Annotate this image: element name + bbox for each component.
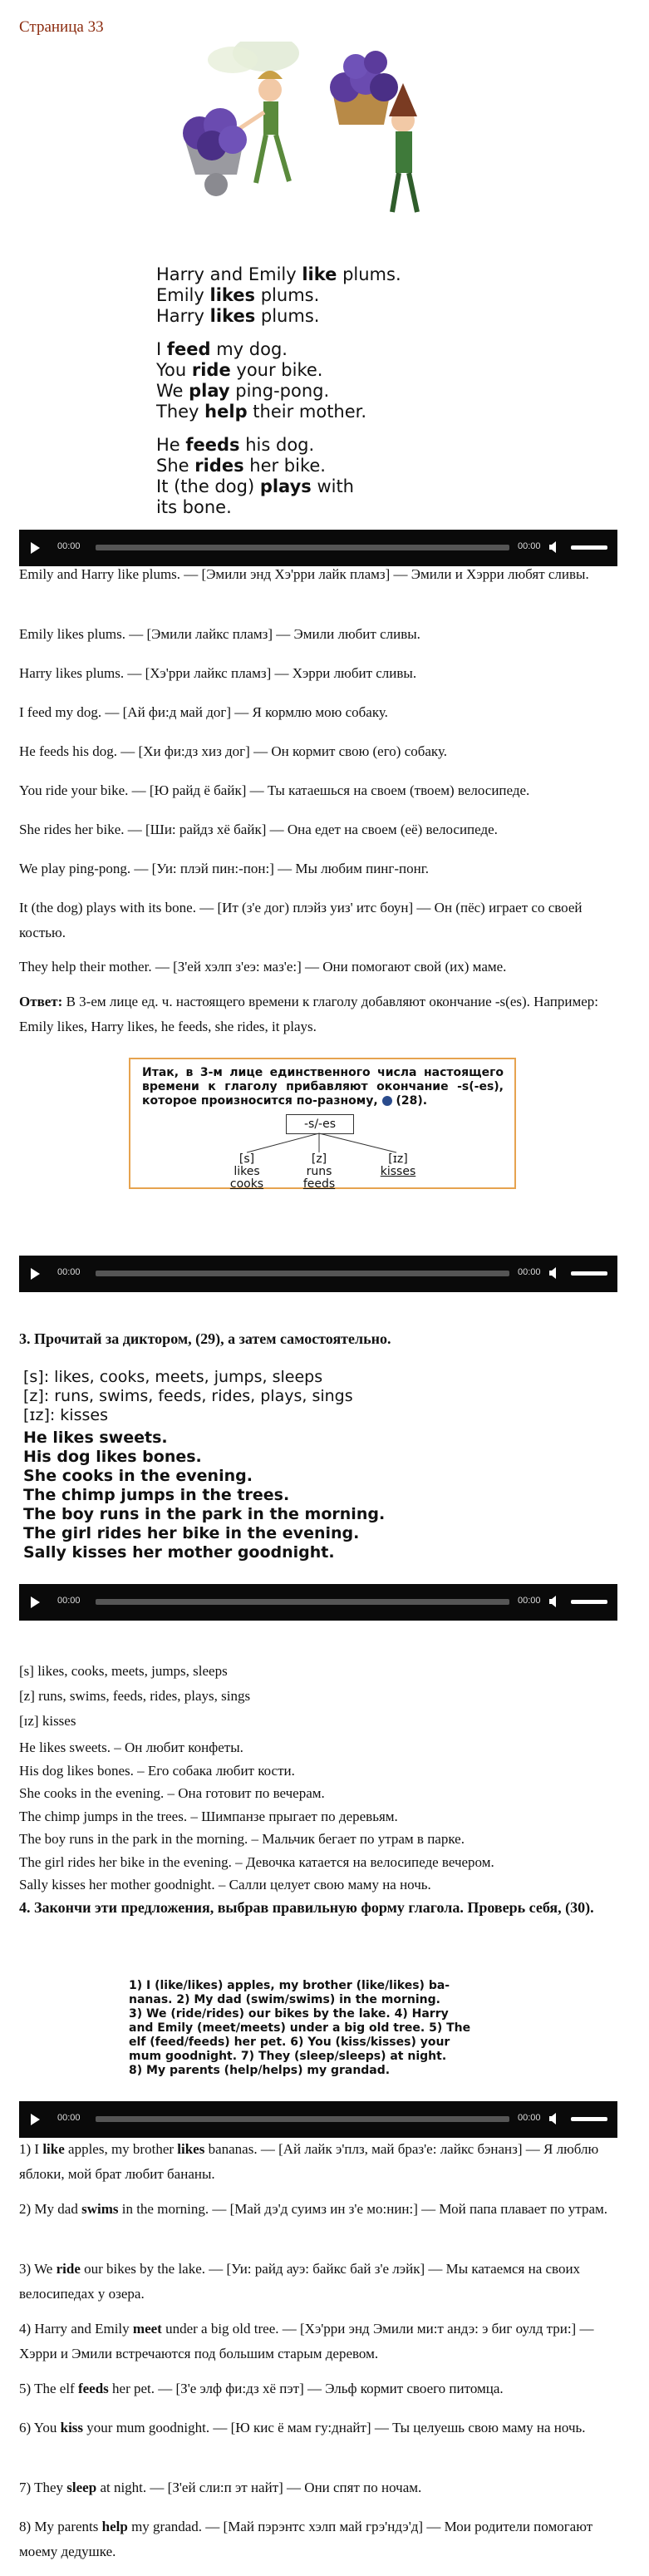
answer-text: В 3-ем лице ед. ч. настоящего времени к глаголу добавляют окончание -s(es). Например: Emily likes, Harry likes, he feeds, she rides, it plays.: [19, 994, 598, 1034]
book-line: nanas. 2) My dad (swim/swims) in the morning.: [129, 1993, 440, 2006]
sentence: The boy runs in the park in the morning.: [23, 1505, 386, 1523]
translation-9: It (the dog) plays with its bone. — [Ит (з'е дог) плэйз уиз' итс боун] — Он (пёс) играет со своей костью.: [19, 900, 583, 940]
answer-6: 6) You kiss your mum goodnight. — [Ю кис ё мам гу:днайт] — Ты целуешь свою маму на ночь.: [19, 2420, 586, 2435]
translation-line: Sally kisses her mother goodnight. – Салли целует свою маму на ночь.: [19, 1877, 431, 1893]
progress-bar[interactable]: [96, 545, 509, 550]
volume-slider[interactable]: [571, 545, 607, 550]
sentence: The girl rides her bike in the evening.: [23, 1524, 360, 1542]
book-line: and Emily (meet/meets) under a big old tree. 5) The: [129, 2021, 471, 2035]
volume-icon[interactable]: [549, 540, 558, 554]
book-line: 8) My parents (help/helps) my grandad.: [129, 2064, 391, 2077]
illustration-text: [156, 264, 472, 518]
sound-line: [s]: likes, cooks, meets, jumps, sleeps: [23, 1368, 323, 1386]
translation-line: The girl rides her bike in the evening. – Девочка катается на велосипеде вечером.: [19, 1853, 494, 1870]
branch-z: [z] runs feeds: [302, 1152, 336, 1191]
volume-slider[interactable]: [571, 1271, 607, 1276]
sentence: She cooks in the evening.: [23, 1467, 253, 1485]
audio-player[interactable]: [19, 1584, 617, 1621]
answer-3: 3) We ride our bikes by the lake. — [Уи: райд ауэ: байкс бай з'е лэйк] — Мы катаемся на своих велосипедах у озера.: [19, 2261, 581, 2302]
translation-line: The boy runs in the park in the morning. – Мальчик бегает по утрам в парке.: [19, 1831, 465, 1847]
rule-root: -s/-es: [286, 1114, 354, 1134]
progress-bar[interactable]: [96, 2116, 509, 2122]
sound-line: [s] likes, cooks, meets, jumps, sleeps: [19, 1663, 228, 1679]
sound-lines: [19, 1659, 626, 1734]
current-time: 00:00: [57, 1267, 81, 1277]
translation-line: He likes sweets. – Он любит конфеты.: [19, 1740, 243, 1755]
branch-s: [s] likes cooks: [229, 1152, 264, 1191]
duration: 00:00: [518, 1596, 541, 1606]
translation-5: He feeds his dog. — [Хи фи:дз хиз дог] — Он кормит свою (его) собаку.: [19, 743, 447, 759]
fairies-plums-illustration: [166, 42, 465, 258]
translation-3: Harry likes plums. — [Хэ'рри лайкс пламз] — Хэрри любит сливы.: [19, 665, 417, 681]
branch-iz: [ɪz] kisses: [380, 1152, 416, 1178]
translation-4: I feed my dog. — [Ай фи:д май дог] — Я кормлю мою собаку.: [19, 704, 388, 720]
book-line: elf (feed/feeds) her pet. 6) You (kiss/kisses) your: [129, 2036, 450, 2049]
rule-box: [129, 1058, 516, 1189]
translation-8: We play ping-pong. — [Уи: плэй пин:-пон:] — Мы любим пинг-понг.: [19, 861, 430, 876]
volume-icon[interactable]: [549, 1595, 558, 1608]
translation-2: Emily likes plums. — [Эмили лайкс пламз] — Эмили любит сливы.: [19, 626, 420, 642]
sound-line: [z] runs, swims, feeds, rides, plays, sings: [19, 1688, 251, 1704]
play-icon[interactable]: [31, 1268, 40, 1280]
sentence: Sally kisses her mother goodnight.: [23, 1543, 335, 1562]
illustration-line: Harry and Emily like plums.: [156, 264, 401, 284]
illustration-line: its bone.: [156, 497, 232, 517]
book-line: mum goodnight. 7) They (sleep/sleeps) at night.: [129, 2050, 447, 2063]
translation-7: She rides her bike. — [Ши: райдз хё байк] — Она едет на своем (её) велосипеде.: [19, 822, 498, 837]
illustration-line: You ride your bike.: [156, 360, 323, 380]
answer-7: 7) They sleep at night. — [З'ей сли:п эт найт] — Они спят по ночам.: [19, 2480, 422, 2495]
sound-line: [z]: runs, swims, feeds, rides, plays, sings: [23, 1387, 353, 1405]
translation-1: Emily and Harry like plums. — [Эмили энд Хэ'рри лайк пламз] — Эмили и Хэрри любят сливы.: [19, 566, 589, 582]
illustration-line: Harry likes plums.: [156, 306, 320, 326]
play-icon[interactable]: [31, 1596, 40, 1608]
illustration-line: We play ping-pong.: [156, 381, 330, 401]
translation-6: You ride your bike. — [Ю райд ё байк] — Ты катаешься на своем (твоем) велосипеде.: [19, 782, 530, 798]
duration: 00:00: [518, 1267, 541, 1277]
audio-player[interactable]: [19, 2101, 617, 2138]
exercise-4-book: [129, 1979, 515, 2078]
play-icon[interactable]: [31, 2114, 40, 2125]
sentence: The chimp jumps in the trees.: [23, 1486, 290, 1504]
illustration-line: I feed my dog.: [156, 339, 288, 359]
exercise-3-heading: 3. Прочитай за диктором, (29), а затем самостоятельно.: [19, 1330, 391, 1347]
exercise-3-sounds: [23, 1368, 353, 1425]
duration: 00:00: [518, 2113, 541, 2123]
translation-10: They help their mother. — [З'ей хэлп з'еэ: маз'е:] — Они помогают свой (их) маме.: [19, 959, 507, 975]
translation-line: She cooks in the evening. – Она готовит по вечерам.: [19, 1785, 325, 1801]
page-label: Страница 33: [19, 18, 104, 36]
answer-label: Ответ:: [19, 994, 63, 1009]
answer-2: 2) My dad swims in the morning. — [Май дэ'д суимз ин з'е мо:нин:] — Мой папа плавает по утрам.: [19, 2201, 607, 2217]
answer-4: 4) Harry and Emily meet under a big old tree. — [Хэ'рри энд Эмили ми:т андэ: э биг оулд три:] — Хэрри и Эмили встречаются под большим старым деревом.: [19, 2321, 594, 2361]
illustration-line: It (the dog) plays with: [156, 476, 354, 496]
sound-line: [ɪz]: kisses: [23, 1406, 108, 1424]
current-time: 00:00: [57, 1596, 81, 1606]
illustration-line: She rides her bike.: [156, 456, 326, 476]
book-line: 1) I (like/likes) apples, my brother (like/likes) ba-: [129, 1979, 450, 1992]
audio-player[interactable]: [19, 530, 617, 566]
answer-paragraph: [19, 989, 626, 1039]
sound-line: [ɪz] kisses: [19, 1713, 76, 1729]
illustration-line: They help their mother.: [156, 402, 367, 422]
volume-slider[interactable]: [571, 2117, 607, 2121]
duration: 00:00: [518, 541, 541, 551]
audio-player[interactable]: [19, 1256, 617, 1292]
volume-slider[interactable]: [571, 1600, 607, 1604]
translation-line: His dog likes bones. – Его собака любит кости.: [19, 1762, 295, 1779]
exercise-3-sentences: [23, 1429, 385, 1562]
progress-bar[interactable]: [96, 1599, 509, 1605]
translation-line: The chimp jumps in the trees. – Шимпанзе прыгает по деревьям.: [19, 1808, 398, 1824]
sentence: His dog likes bones.: [23, 1448, 202, 1466]
exercise-4-heading: 4. Закончи эти предложения, выбрав правильную форму глагола. Проверь себя, (30).: [19, 1899, 594, 1916]
answer-1: 1) I like apples, my brother likes bananas. — [Ай лайк э'плз, май браз'е: лайкс бэнанз] — Я люблю яблоки, мой брат любит бананы.: [19, 2141, 599, 2182]
illustration-line: He feeds his dog.: [156, 435, 315, 455]
answer-5: 5) The elf feeds her pet. — [З'е элф фи:дз хё пэт] — Эльф кормит своего питомца.: [19, 2381, 504, 2396]
book-line: 3) We (ride/rides) our bikes by the lake. 4) Harry: [129, 2007, 449, 2021]
answer-8: 8) My parents help my grandad. — [Май пэрэнтс хэлп май грэ'ндэ'д] — Мои родители помогают моему дедушке.: [19, 2519, 593, 2559]
play-icon[interactable]: [31, 542, 40, 554]
illustration-line: Emily likes plums.: [156, 285, 320, 305]
current-time: 00:00: [57, 541, 81, 551]
rule-text: Итак, в 3-м лице единственного числа настоящего времени к глаголу прибавляют окончание -s(-es), которое произносится по-разному, (28).: [142, 1066, 504, 1108]
sentence: He likes sweets.: [23, 1429, 168, 1447]
current-time: 00:00: [57, 2113, 81, 2123]
volume-icon[interactable]: [549, 1266, 558, 1280]
volume-icon[interactable]: [549, 2112, 558, 2125]
exercise-3-translations: [19, 1736, 626, 1897]
progress-bar[interactable]: [96, 1271, 509, 1276]
